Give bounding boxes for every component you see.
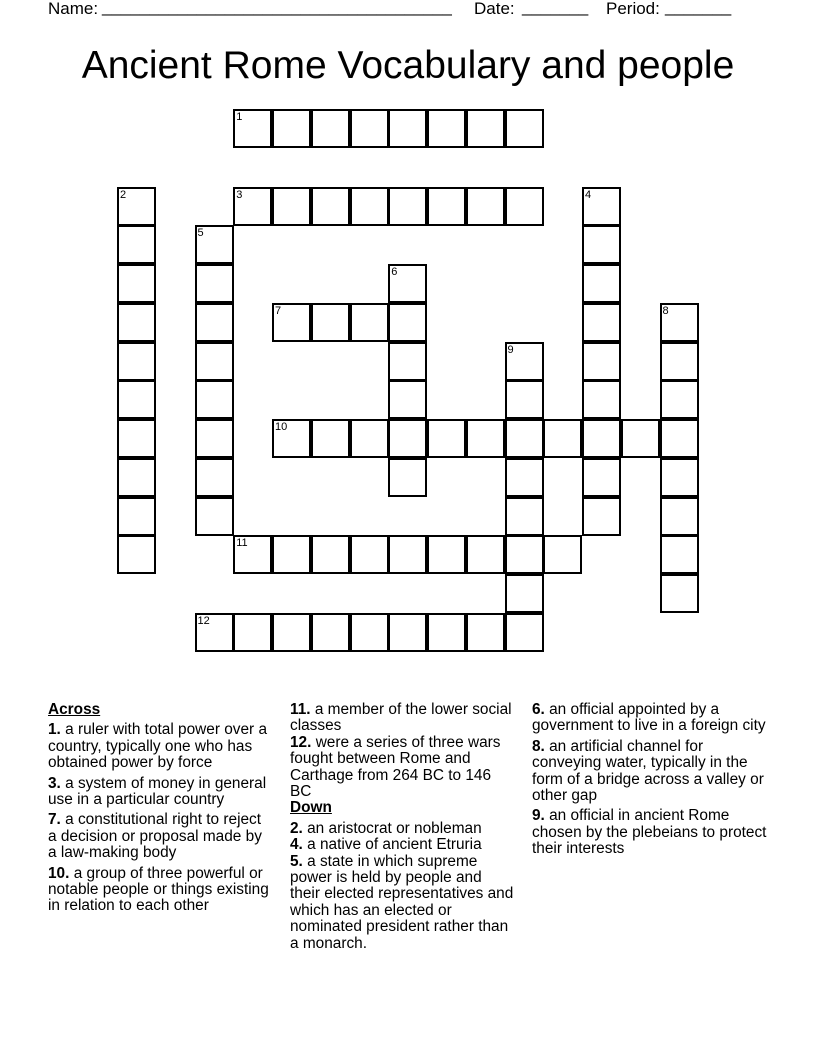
- clue-number: 12.: [290, 733, 312, 751]
- crossword-cell[interactable]: [505, 342, 544, 381]
- crossword-cell[interactable]: [350, 187, 389, 226]
- crossword-cell[interactable]: [660, 535, 699, 574]
- crossword-cell[interactable]: [660, 419, 699, 458]
- clue-number: 6.: [532, 701, 545, 718]
- clue-down-9: [532, 808, 768, 857]
- name-blank[interactable]: _____________________________________: [102, 0, 452, 16]
- clue-number: 7.: [48, 811, 61, 829]
- clues-column-2: [290, 702, 514, 956]
- crossword-cell[interactable]: [582, 264, 621, 303]
- crossword-cell[interactable]: [311, 613, 350, 652]
- crossword-cell[interactable]: [427, 109, 466, 148]
- crossword-cell[interactable]: [582, 187, 621, 226]
- clue-text: a member of the lower social classes: [290, 701, 512, 735]
- crossword-cell[interactable]: [466, 419, 505, 458]
- date-label: Date:: [474, 0, 515, 18]
- crossword-cell[interactable]: [350, 109, 389, 148]
- crossword-cell[interactable]: [350, 303, 389, 342]
- crossword-cell[interactable]: [388, 380, 427, 419]
- crossword-cell[interactable]: [233, 109, 272, 148]
- clue-down-6: [532, 702, 768, 735]
- crossword-cell[interactable]: [582, 303, 621, 342]
- cell-number-label: 6: [391, 266, 398, 278]
- clues-column-1: [48, 702, 270, 919]
- crossword-cell[interactable]: [233, 535, 272, 574]
- crossword-cell[interactable]: [195, 303, 234, 342]
- crossword-cell[interactable]: [195, 342, 234, 381]
- clue-number: 10.: [48, 864, 70, 882]
- crossword-cell[interactable]: [272, 419, 311, 458]
- across-heading: Across: [48, 701, 101, 718]
- crossword-cell[interactable]: [311, 187, 350, 226]
- crossword-cell[interactable]: [350, 535, 389, 574]
- clue-across-12: [290, 735, 514, 801]
- crossword-cell[interactable]: [505, 613, 544, 652]
- crossword-cell[interactable]: [466, 187, 505, 226]
- crossword-cell[interactable]: [505, 187, 544, 226]
- crossword-cell[interactable]: [311, 109, 350, 148]
- crossword-cell[interactable]: [582, 342, 621, 381]
- crossword-cell[interactable]: [505, 574, 544, 613]
- crossword-cell[interactable]: [582, 497, 621, 536]
- crossword-cell[interactable]: [427, 613, 466, 652]
- cell-number-label: 12: [197, 614, 210, 627]
- crossword-cell[interactable]: [311, 303, 350, 342]
- crossword-cell[interactable]: [388, 342, 427, 381]
- crossword-cell[interactable]: [505, 535, 544, 574]
- crossword-cell[interactable]: [195, 419, 234, 458]
- cell-number-label: 3: [236, 188, 243, 201]
- clue-across-7: [48, 812, 270, 861]
- crossword-cell[interactable]: [195, 497, 234, 536]
- crossword-cell[interactable]: [505, 380, 544, 419]
- crossword-cell[interactable]: [311, 535, 350, 574]
- crossword-cell[interactable]: [388, 264, 427, 303]
- name-label: Name:: [48, 0, 99, 18]
- crossword-cell[interactable]: [233, 613, 272, 652]
- cell-number-label: 10: [275, 421, 288, 433]
- crossword-cell[interactable]: [543, 419, 582, 458]
- clue-down-5: [290, 854, 514, 952]
- crossword-cell[interactable]: [582, 225, 621, 264]
- crossword-cell[interactable]: [117, 497, 156, 536]
- clue-down-8: [532, 739, 768, 805]
- crossword-cell[interactable]: [117, 458, 156, 497]
- clue-text: a group of three powerful or notable people or things existing in relation to each other: [48, 864, 269, 915]
- crossword-cell[interactable]: [117, 264, 156, 303]
- crossword-cell[interactable]: [543, 535, 582, 574]
- crossword-cell[interactable]: [117, 535, 156, 574]
- clue-number: 2.: [290, 819, 303, 837]
- crossword-cell[interactable]: [272, 613, 311, 652]
- crossword-cell[interactable]: [505, 419, 544, 458]
- crossword-cell[interactable]: [660, 574, 699, 613]
- clue-across-11: [290, 702, 514, 735]
- clue-text: an artificial channel for conveying water, typically in the form of a bridge across a valley or other gap: [532, 737, 764, 805]
- crossword-cell[interactable]: [195, 380, 234, 419]
- cell-number-label: 4: [585, 188, 592, 201]
- crossword-cell[interactable]: [311, 419, 350, 458]
- crossword-cell[interactable]: [466, 613, 505, 652]
- clue-text: a native of ancient Etruria: [307, 836, 482, 854]
- crossword-cell[interactable]: [272, 109, 311, 148]
- crossword-cell[interactable]: [660, 342, 699, 381]
- crossword-cell[interactable]: [505, 497, 544, 536]
- crossword-cell[interactable]: [117, 187, 156, 226]
- clue-across-10: [48, 866, 270, 915]
- period-blank[interactable]: _______: [665, 0, 732, 16]
- crossword-cell[interactable]: [117, 303, 156, 342]
- crossword-cell[interactable]: [427, 419, 466, 458]
- crossword-cell[interactable]: [117, 342, 156, 381]
- crossword-cell[interactable]: [427, 535, 466, 574]
- crossword-cell[interactable]: [388, 109, 427, 148]
- clue-text: a ruler with total power over a country, typically one who has obtained power by force: [48, 721, 268, 772]
- crossword-cell[interactable]: [233, 187, 272, 226]
- crossword-cell[interactable]: [505, 109, 544, 148]
- clue-text: an official in ancient Rome chosen by the plebeians to protect their interests: [532, 807, 767, 858]
- crossword-cell[interactable]: [427, 187, 466, 226]
- down-heading: Down: [290, 799, 332, 817]
- crossword-cell[interactable]: [272, 187, 311, 226]
- crossword-cell[interactable]: [466, 535, 505, 574]
- page-title: Ancient Rome Vocabulary and people: [81, 44, 735, 87]
- crossword-cell[interactable]: [582, 458, 621, 497]
- crossword-cell[interactable]: [466, 109, 505, 148]
- crossword-cell[interactable]: [388, 458, 427, 497]
- crossword-cell[interactable]: [621, 419, 660, 458]
- clue-number: 11.: [290, 701, 311, 718]
- clue-text: an aristocrat or nobleman: [307, 819, 482, 837]
- crossword-cell[interactable]: [195, 613, 234, 652]
- crossword-cell[interactable]: [582, 380, 621, 419]
- crossword-cell[interactable]: [117, 380, 156, 419]
- clue-number: 5.: [290, 852, 303, 870]
- crossword-cell[interactable]: [388, 613, 427, 652]
- clue-text: a constitutional right to reject a decision or proposal made by a law-making body: [48, 811, 262, 862]
- clue-text: a state in which supreme power is held by people and their elected representatives and which has an elected or nominated president rather than a monarch.: [290, 852, 514, 952]
- cell-number-label: 2: [120, 188, 127, 201]
- clue-text: were a series of three wars fought between Rome and Carthage from 264 BC to 146 BC: [290, 733, 501, 801]
- crossword-cell[interactable]: [388, 303, 427, 342]
- crossword-cell[interactable]: [660, 458, 699, 497]
- crossword-cell[interactable]: [350, 613, 389, 652]
- cell-number-label: 9: [507, 343, 514, 356]
- crossword-cell[interactable]: [350, 419, 389, 458]
- cell-number-label: 7: [275, 304, 282, 317]
- crossword-cell[interactable]: [660, 497, 699, 536]
- clue-number: 3.: [48, 774, 61, 792]
- crossword-cell[interactable]: [660, 303, 699, 342]
- crossword-cell[interactable]: [388, 419, 427, 458]
- clue-number: 1.: [48, 721, 61, 739]
- cell-number-label: 1: [236, 111, 243, 123]
- crossword-cell[interactable]: [388, 535, 427, 574]
- clue-text: an official appointed by a government to live in a foreign city: [532, 701, 766, 735]
- crossword-cell[interactable]: [195, 225, 234, 264]
- clue-number: 9.: [532, 807, 545, 825]
- cell-number-label: 5: [197, 227, 204, 240]
- clue-across-3: [48, 776, 270, 809]
- crossword-cell[interactable]: [582, 419, 621, 458]
- clues-column-3: [532, 702, 768, 862]
- crossword-cell[interactable]: [272, 303, 311, 342]
- crossword-cell[interactable]: [272, 535, 311, 574]
- crossword-cell[interactable]: [505, 458, 544, 497]
- clue-down-2: [290, 821, 514, 837]
- crossword-cell[interactable]: [117, 419, 156, 458]
- clue-down-4: [290, 837, 514, 853]
- clue-text: a system of money in general use in a particular country: [48, 774, 267, 809]
- clue-across-1: [48, 722, 270, 771]
- period-label: Period:: [606, 0, 660, 18]
- clue-number: 8.: [532, 737, 545, 755]
- cell-number-label: 8: [662, 304, 669, 317]
- cell-number-label: 11: [236, 537, 248, 550]
- crossword-cell[interactable]: [660, 380, 699, 419]
- crossword-cell[interactable]: [195, 264, 234, 303]
- clue-number: 4.: [290, 836, 303, 854]
- crossword-cell[interactable]: [117, 225, 156, 264]
- crossword-cell[interactable]: [388, 187, 427, 226]
- crossword-cell[interactable]: [195, 458, 234, 497]
- date-blank[interactable]: _______: [522, 0, 589, 16]
